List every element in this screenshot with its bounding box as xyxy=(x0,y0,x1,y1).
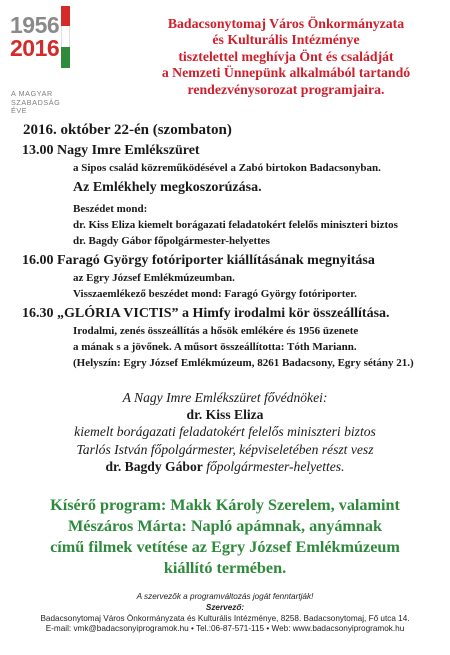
program-item-1300 xyxy=(22,142,442,176)
program-detail: Beszédet mond: xyxy=(73,203,148,215)
event-date: 2016. október 22-én (szombaton) xyxy=(23,122,232,138)
header-line: rendezvénysorozat programjaira. xyxy=(187,81,385,97)
disclaimer: A szervezők a programváltozás jogát fenntartják! xyxy=(136,592,314,601)
program-detail: dr. Bagdy Gábor főpolgármester-helyettes xyxy=(73,235,270,247)
program-detail: Irodalmi, zenés összeállítás a hősök emlékére és 1956 üzenete xyxy=(73,325,359,337)
logo-1956-2016 xyxy=(10,6,72,122)
program-title: 13.00 Nagy Imre Emlékszüret xyxy=(22,143,200,158)
program-detail: a mának s a jövőnek. A műsort összeállította: Tóth Mariann. xyxy=(73,341,357,353)
program-detail: dr. Kiss Eliza kiemelt borágazati feladatokért felelős miniszteri biztos xyxy=(73,219,398,231)
patron-role: kiemelt borágazati feladatokért felelős miniszteri biztos xyxy=(74,424,376,440)
patron-name: dr. Kiss Eliza xyxy=(186,407,264,423)
program-item-1630 xyxy=(22,305,442,371)
invitation-header xyxy=(128,16,444,98)
header-line: tisztelettel meghívja Önt és családját xyxy=(178,48,394,64)
patron-role: főpolgármester-helyettes. xyxy=(206,458,345,474)
logo-caption: A MAGYAR SZABADSÁG ÉVE xyxy=(11,89,61,116)
footer xyxy=(0,592,450,635)
program-detail: (Helyszín: Egry József Emlékmúzeum, 8261 Badacsony, Egry sétány 21.) xyxy=(73,357,414,369)
logo-year-1956: 1956 xyxy=(10,12,60,38)
header-line: és Kulturális Intézménye xyxy=(212,32,360,48)
side-program xyxy=(30,495,420,579)
patron-name: dr. Bagdy Gábor xyxy=(105,458,203,474)
program-schedule xyxy=(22,121,442,371)
program-detail: a Sipos család közreműködésével a Zabó birtokon Badacsonyban. xyxy=(73,162,381,174)
contact-info: E-mail: vmk@badacsonyiprogramok.hu • Tel.:06-87-571-115 • Web: www.badacsonyiprogramok.hu xyxy=(45,624,405,634)
program-detail: az Egry József Emlékmúzeumban. xyxy=(73,272,235,284)
program-item-1600 xyxy=(22,252,442,302)
flag-icon xyxy=(61,6,70,68)
patrons-block xyxy=(0,389,450,475)
side-program-line: Mészáros Márta: Napló apámnak, anyámnak xyxy=(67,517,382,535)
side-program-line: című filmek vetítése az Egry József Emlékmúzeum xyxy=(50,538,400,556)
program-subtitle: Az Emlékhely megkoszorúzása. xyxy=(73,180,262,195)
logo-year-2016: 2016 xyxy=(10,35,60,61)
header-line: a Nemzeti Ünnepünk alkalmából tartandó xyxy=(161,65,411,81)
program-title: 16.30 „GLÓRIA VICTIS” a Himfy irodalmi kör összeállítása. xyxy=(22,306,390,321)
side-program-line: Kísérő program: Makk Károly Szerelem, valamint xyxy=(50,496,400,514)
header-line: Badacsonytomaj Város Önkormányzata xyxy=(167,16,405,31)
patron-line: Tarlós István főpolgármester, képviseletében részt vesz xyxy=(76,441,374,457)
patrons-intro: A Nagy Imre Emlékszüret fővédnökei: xyxy=(122,390,328,405)
organizer-address: Badacsonytomaj Város Önkormányzata és Kulturális Intézménye, 8258. Badacsonytomaj, Fő utca 14. xyxy=(40,613,410,623)
patron-line xyxy=(0,458,450,475)
side-program-line: kiállító termében. xyxy=(163,559,287,577)
program-item-wreath xyxy=(22,179,442,249)
program-title: 16.00 Faragó György fotóriporter kiállításának megnyitása xyxy=(22,253,375,268)
organizer-label: Szervező: xyxy=(205,602,245,612)
program-detail: Visszaemlékező beszédet mond: Faragó György fotóriporter. xyxy=(73,288,357,300)
